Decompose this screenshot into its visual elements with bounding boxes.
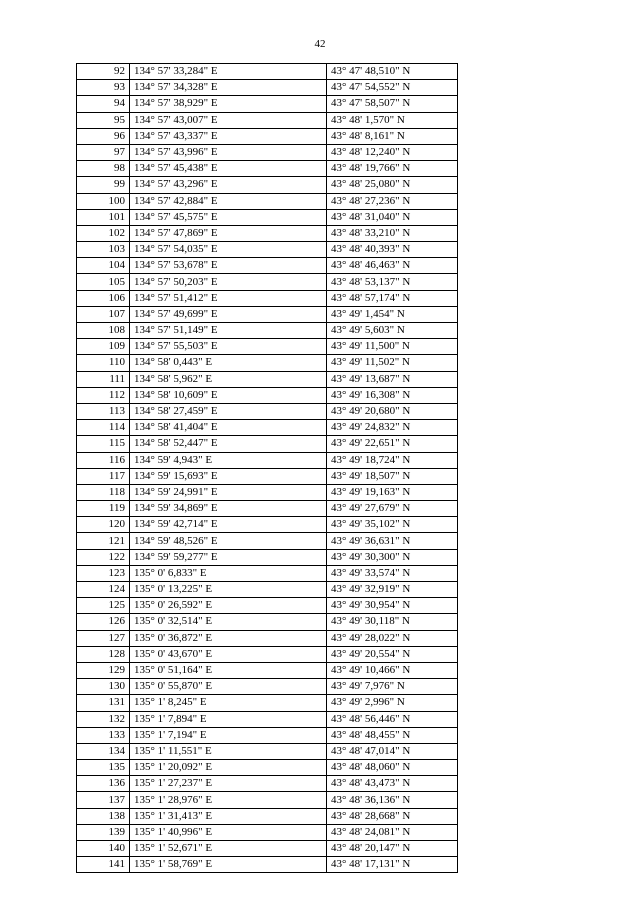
table-row <box>77 857 458 873</box>
longitude-cell: 134° 57' 45,575" E <box>130 209 327 225</box>
longitude-cell: 135° 1' 58,769" E <box>130 857 327 873</box>
longitude-cell: 134° 57' 51,149" E <box>130 323 327 339</box>
latitude-cell: 43° 49' 30,300" N <box>327 549 458 565</box>
point-number-cell: 115 <box>77 436 130 452</box>
point-number-cell: 119 <box>77 501 130 517</box>
table-row <box>77 824 458 840</box>
point-number-cell: 125 <box>77 598 130 614</box>
table-row <box>77 144 458 160</box>
latitude-cell: 43° 49' 36,631" N <box>327 533 458 549</box>
latitude-cell: 43° 49' 24,832" N <box>327 420 458 436</box>
longitude-cell: 134° 58' 27,459" E <box>130 403 327 419</box>
longitude-cell: 135° 0' 6,833" E <box>130 565 327 581</box>
longitude-cell: 134° 59' 15,693" E <box>130 468 327 484</box>
table-row <box>77 323 458 339</box>
point-number-cell: 107 <box>77 306 130 322</box>
table-row <box>77 808 458 824</box>
latitude-cell: 43° 49' 35,102" N <box>327 517 458 533</box>
latitude-cell: 43° 48' 31,040" N <box>327 209 458 225</box>
table-row <box>77 161 458 177</box>
table-row <box>77 80 458 96</box>
longitude-cell: 134° 57' 54,035" E <box>130 242 327 258</box>
table-row <box>77 614 458 630</box>
point-number-cell: 139 <box>77 824 130 840</box>
longitude-cell: 135° 0' 32,514" E <box>130 614 327 630</box>
longitude-cell: 134° 57' 47,869" E <box>130 225 327 241</box>
longitude-cell: 134° 58' 0,443" E <box>130 355 327 371</box>
latitude-cell: 43° 48' 46,463" N <box>327 258 458 274</box>
point-number-cell: 133 <box>77 727 130 743</box>
table-row <box>77 452 458 468</box>
point-number-cell: 123 <box>77 565 130 581</box>
latitude-cell: 43° 49' 28,022" N <box>327 630 458 646</box>
longitude-cell: 135° 1' 7,894" E <box>130 711 327 727</box>
latitude-cell: 43° 47' 58,507" N <box>327 96 458 112</box>
latitude-cell: 43° 47' 54,552" N <box>327 80 458 96</box>
point-number-cell: 138 <box>77 808 130 824</box>
latitude-cell: 43° 49' 1,454" N <box>327 306 458 322</box>
point-number-cell: 96 <box>77 128 130 144</box>
table-row <box>77 565 458 581</box>
point-number-cell: 110 <box>77 355 130 371</box>
longitude-cell: 134° 58' 41,404" E <box>130 420 327 436</box>
latitude-cell: 43° 49' 13,687" N <box>327 371 458 387</box>
latitude-cell: 43° 49' 10,466" N <box>327 662 458 678</box>
latitude-cell: 43° 48' 24,081" N <box>327 824 458 840</box>
table-row <box>77 695 458 711</box>
point-number-cell: 137 <box>77 792 130 808</box>
longitude-cell: 134° 57' 43,296" E <box>130 177 327 193</box>
latitude-cell: 43° 48' 48,060" N <box>327 760 458 776</box>
latitude-cell: 43° 48' 33,210" N <box>327 225 458 241</box>
longitude-cell: 134° 57' 43,007" E <box>130 112 327 128</box>
table-row <box>77 760 458 776</box>
longitude-cell: 135° 0' 36,872" E <box>130 630 327 646</box>
point-number-cell: 95 <box>77 112 130 128</box>
longitude-cell: 134° 59' 48,526" E <box>130 533 327 549</box>
latitude-cell: 43° 48' 28,668" N <box>327 808 458 824</box>
point-number-cell: 131 <box>77 695 130 711</box>
latitude-cell: 43° 47' 48,510" N <box>327 64 458 80</box>
table-row <box>77 711 458 727</box>
page-number: 42 <box>314 38 326 50</box>
point-number-cell: 126 <box>77 614 130 630</box>
point-number-cell: 141 <box>77 857 130 873</box>
table-row <box>77 776 458 792</box>
point-number-cell: 99 <box>77 177 130 193</box>
table-row <box>77 468 458 484</box>
table-row <box>77 306 458 322</box>
longitude-cell: 135° 1' 31,413" E <box>130 808 327 824</box>
longitude-cell: 134° 59' 24,991" E <box>130 484 327 500</box>
table-row <box>77 112 458 128</box>
point-number-cell: 132 <box>77 711 130 727</box>
point-number-cell: 129 <box>77 662 130 678</box>
table-row <box>77 420 458 436</box>
table-row <box>77 403 458 419</box>
table-row <box>77 533 458 549</box>
latitude-cell: 43° 49' 30,118" N <box>327 614 458 630</box>
table-row <box>77 64 458 80</box>
longitude-cell: 135° 1' 8,245" E <box>130 695 327 711</box>
point-number-cell: 111 <box>77 371 130 387</box>
table-row <box>77 436 458 452</box>
latitude-cell: 43° 48' 53,137" N <box>327 274 458 290</box>
table-row <box>77 517 458 533</box>
table-row <box>77 630 458 646</box>
point-number-cell: 93 <box>77 80 130 96</box>
table-row <box>77 679 458 695</box>
table-row <box>77 225 458 241</box>
table-row <box>77 209 458 225</box>
longitude-cell: 135° 1' 52,671" E <box>130 841 327 857</box>
longitude-cell: 135° 1' 28,976" E <box>130 792 327 808</box>
point-number-cell: 113 <box>77 403 130 419</box>
coordinates-table-body <box>77 64 458 873</box>
table-row <box>77 339 458 355</box>
latitude-cell: 43° 49' 20,554" N <box>327 646 458 662</box>
table-row <box>77 727 458 743</box>
point-number-cell: 128 <box>77 646 130 662</box>
longitude-cell: 134° 57' 43,996" E <box>130 144 327 160</box>
latitude-cell: 43° 49' 2,996" N <box>327 695 458 711</box>
table-row <box>77 177 458 193</box>
longitude-cell: 134° 58' 52,447" E <box>130 436 327 452</box>
point-number-cell: 136 <box>77 776 130 792</box>
table-row <box>77 274 458 290</box>
point-number-cell: 140 <box>77 841 130 857</box>
table-row <box>77 290 458 306</box>
table-row <box>77 841 458 857</box>
table-row <box>77 128 458 144</box>
point-number-cell: 124 <box>77 582 130 598</box>
point-number-cell: 122 <box>77 549 130 565</box>
point-number-cell: 104 <box>77 258 130 274</box>
table-row <box>77 371 458 387</box>
table-row <box>77 258 458 274</box>
longitude-cell: 134° 57' 53,678" E <box>130 258 327 274</box>
latitude-cell: 43° 48' 17,131" N <box>327 857 458 873</box>
longitude-cell: 134° 58' 5,962" E <box>130 371 327 387</box>
point-number-cell: 105 <box>77 274 130 290</box>
latitude-cell: 43° 49' 32,919" N <box>327 582 458 598</box>
point-number-cell: 114 <box>77 420 130 436</box>
latitude-cell: 43° 48' 1,570" N <box>327 112 458 128</box>
table-row <box>77 193 458 209</box>
latitude-cell: 43° 48' 57,174" N <box>327 290 458 306</box>
point-number-cell: 121 <box>77 533 130 549</box>
longitude-cell: 135° 0' 51,164" E <box>130 662 327 678</box>
latitude-cell: 43° 49' 11,500" N <box>327 339 458 355</box>
latitude-cell: 43° 48' 56,446" N <box>327 711 458 727</box>
latitude-cell: 43° 49' 33,574" N <box>327 565 458 581</box>
point-number-cell: 127 <box>77 630 130 646</box>
longitude-cell: 135° 1' 20,092" E <box>130 760 327 776</box>
table-row <box>77 484 458 500</box>
point-number-cell: 118 <box>77 484 130 500</box>
longitude-cell: 134° 58' 10,609" E <box>130 387 327 403</box>
point-number-cell: 112 <box>77 387 130 403</box>
longitude-cell: 134° 57' 51,412" E <box>130 290 327 306</box>
table-row <box>77 242 458 258</box>
point-number-cell: 120 <box>77 517 130 533</box>
latitude-cell: 43° 48' 27,236" N <box>327 193 458 209</box>
latitude-cell: 43° 49' 19,163" N <box>327 484 458 500</box>
longitude-cell: 134° 57' 38,929" E <box>130 96 327 112</box>
table-row <box>77 743 458 759</box>
latitude-cell: 43° 48' 25,080" N <box>327 177 458 193</box>
longitude-cell: 135° 1' 40,996" E <box>130 824 327 840</box>
latitude-cell: 43° 48' 8,161" N <box>327 128 458 144</box>
latitude-cell: 43° 49' 16,308" N <box>327 387 458 403</box>
table-row <box>77 792 458 808</box>
latitude-cell: 43° 49' 22,651" N <box>327 436 458 452</box>
latitude-cell: 43° 49' 5,603" N <box>327 323 458 339</box>
point-number-cell: 108 <box>77 323 130 339</box>
longitude-cell: 135° 0' 55,870" E <box>130 679 327 695</box>
latitude-cell: 43° 49' 30,954" N <box>327 598 458 614</box>
point-number-cell: 103 <box>77 242 130 258</box>
point-number-cell: 92 <box>77 64 130 80</box>
point-number-cell: 106 <box>77 290 130 306</box>
longitude-cell: 134° 57' 45,438" E <box>130 161 327 177</box>
longitude-cell: 134° 57' 55,503" E <box>130 339 327 355</box>
point-number-cell: 134 <box>77 743 130 759</box>
latitude-cell: 43° 48' 43,473" N <box>327 776 458 792</box>
longitude-cell: 135° 0' 26,592" E <box>130 598 327 614</box>
coordinates-table <box>76 63 458 873</box>
point-number-cell: 100 <box>77 193 130 209</box>
longitude-cell: 134° 57' 42,884" E <box>130 193 327 209</box>
latitude-cell: 43° 48' 47,014" N <box>327 743 458 759</box>
latitude-cell: 43° 49' 27,679" N <box>327 501 458 517</box>
table-row <box>77 549 458 565</box>
longitude-cell: 134° 59' 42,714" E <box>130 517 327 533</box>
latitude-cell: 43° 48' 19,766" N <box>327 161 458 177</box>
latitude-cell: 43° 48' 20,147" N <box>327 841 458 857</box>
table-row <box>77 582 458 598</box>
longitude-cell: 134° 57' 33,284" E <box>130 64 327 80</box>
table-row <box>77 355 458 371</box>
latitude-cell: 43° 49' 11,502" N <box>327 355 458 371</box>
latitude-cell: 43° 48' 40,393" N <box>327 242 458 258</box>
latitude-cell: 43° 49' 18,724" N <box>327 452 458 468</box>
latitude-cell: 43° 48' 48,455" N <box>327 727 458 743</box>
longitude-cell: 135° 1' 11,551" E <box>130 743 327 759</box>
longitude-cell: 135° 0' 13,225" E <box>130 582 327 598</box>
table-row <box>77 646 458 662</box>
longitude-cell: 134° 57' 50,203" E <box>130 274 327 290</box>
longitude-cell: 134° 59' 4,943" E <box>130 452 327 468</box>
point-number-cell: 109 <box>77 339 130 355</box>
longitude-cell: 134° 59' 59,277" E <box>130 549 327 565</box>
point-number-cell: 102 <box>77 225 130 241</box>
point-number-cell: 101 <box>77 209 130 225</box>
point-number-cell: 117 <box>77 468 130 484</box>
longitude-cell: 135° 0' 43,670" E <box>130 646 327 662</box>
latitude-cell: 43° 49' 18,507" N <box>327 468 458 484</box>
latitude-cell: 43° 48' 36,136" N <box>327 792 458 808</box>
point-number-cell: 98 <box>77 161 130 177</box>
table-row <box>77 387 458 403</box>
longitude-cell: 134° 57' 43,337" E <box>130 128 327 144</box>
table-row <box>77 662 458 678</box>
latitude-cell: 43° 49' 7,976" N <box>327 679 458 695</box>
longitude-cell: 134° 57' 49,699" E <box>130 306 327 322</box>
point-number-cell: 116 <box>77 452 130 468</box>
longitude-cell: 134° 57' 34,328" E <box>130 80 327 96</box>
point-number-cell: 135 <box>77 760 130 776</box>
longitude-cell: 135° 1' 27,237" E <box>130 776 327 792</box>
point-number-cell: 94 <box>77 96 130 112</box>
point-number-cell: 97 <box>77 144 130 160</box>
table-row <box>77 501 458 517</box>
latitude-cell: 43° 48' 12,240" N <box>327 144 458 160</box>
longitude-cell: 135° 1' 7,194" E <box>130 727 327 743</box>
point-number-cell: 130 <box>77 679 130 695</box>
latitude-cell: 43° 49' 20,680" N <box>327 403 458 419</box>
longitude-cell: 134° 59' 34,869" E <box>130 501 327 517</box>
table-row <box>77 96 458 112</box>
table-row <box>77 598 458 614</box>
